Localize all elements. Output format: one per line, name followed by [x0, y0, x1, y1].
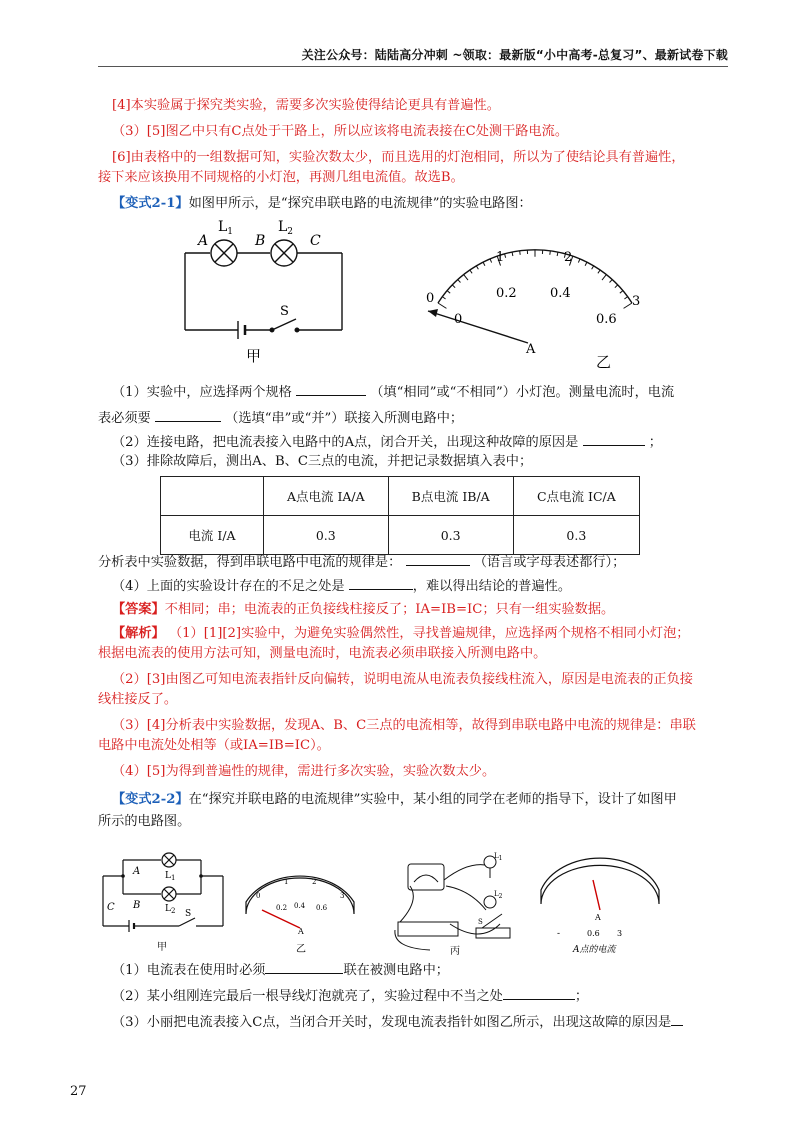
text-line: （3）[5]图乙中只有C点处于干路上，所以应该将电流表接在C处测干路电流。 [112, 124, 569, 139]
table-header-cell: A点电流 IA/A [264, 477, 389, 516]
answer-blank[interactable] [296, 382, 366, 396]
explanation-line: 线柱接反了。 [98, 692, 178, 707]
dial-tick [490, 259, 492, 263]
table-cell: 0.3 [513, 516, 639, 555]
data-table [160, 476, 640, 555]
text-line: [4]本实验属于探究类实验，需要多次实验使得结论更具有普遍性。 [112, 98, 500, 113]
table-cell: 0.3 [388, 516, 513, 555]
dial-tick [512, 252, 513, 256]
tick-label: 3 [340, 892, 345, 900]
dial-tick [598, 270, 600, 273]
figure-caption: A点的电流 [573, 945, 616, 955]
variant-text: 如图甲所示，是“探究串联电路的电流规律”的实验电路图： [188, 196, 532, 211]
dial-tick [592, 266, 594, 269]
dial-tick [442, 297, 445, 299]
text-line: 所示的电路图。 [98, 814, 191, 829]
dial-arc [438, 250, 632, 303]
dial-tick [624, 303, 632, 308]
dial-tick [624, 297, 627, 299]
tick-label: 0.4 [550, 286, 571, 301]
answer-blank[interactable] [155, 408, 221, 422]
label-point-a: A [133, 866, 141, 877]
unit-label: A [526, 342, 536, 357]
figure-parallel-circuit [95, 846, 240, 956]
ammeter-body [408, 864, 444, 890]
answer-blank[interactable] [583, 432, 645, 446]
answer-line: 【答案】不相同；串；电流表的正负接线柱接反了；IA=IB=IC；只有一组实验数据。 [112, 602, 615, 617]
variant-2-2-heading: 【变式2-2】在“探究并联电路的电流规律”实验中，某小组的同学在老师的指导下，设计了如图甲 [112, 792, 677, 807]
tick-label: 2 [312, 878, 317, 886]
explanation-line: （2）[3]由图乙可知电流表指针反向偏转，说明电流从电流表负接线柱流入，原因是电流表的正负接 [112, 672, 693, 687]
figure-caption: 甲 [246, 347, 262, 365]
table-row-label: 电流 I/A [161, 516, 264, 555]
question-4: （4）上面的实验设计存在的不足之处是 ，难以得出结论的普遍性。 [112, 576, 747, 597]
dial-tick [476, 266, 478, 269]
meter-pointer [262, 910, 300, 928]
label-switch: S [185, 909, 192, 919]
terminal-label: 0.6 [587, 929, 600, 938]
tick-label: 0.6 [596, 312, 617, 327]
answer-blank[interactable] [671, 1012, 683, 1026]
label-l2: $L_2$ [278, 219, 294, 237]
page-header: 关注公众号：陆陆高分冲刺 ~领取：最新版“小中高考-总复习”、最新试卷下载 [301, 48, 728, 62]
answer-blank[interactable] [349, 576, 413, 590]
dial-tick [458, 280, 461, 283]
table-header-cell: B点电流 IB/A [388, 477, 513, 516]
table-row [161, 516, 640, 555]
tick-label: 1 [496, 250, 505, 265]
figure-caption: 甲 [157, 942, 167, 953]
dial-tick [615, 285, 618, 288]
tick-label: 0.2 [496, 286, 517, 301]
explanation-line: （4）[5]为得到普遍性的规律，需进行多次实验，实验次数太少。 [112, 764, 496, 779]
tick-label: 0.4 [294, 902, 306, 910]
label-switch: S [478, 918, 483, 926]
battery-holder [398, 922, 458, 936]
label-l1: L1 [494, 852, 503, 862]
dial-tick [620, 291, 623, 294]
label-switch: S [280, 304, 289, 319]
figure-ammeter-reading [535, 850, 665, 956]
dial-tick [610, 280, 613, 283]
table-header-cell: C点电流 IC/A [513, 477, 639, 516]
dial-tick [550, 251, 551, 255]
part2-question-2: （2）某小组刚连完最后一根导线灯泡就亮了，实验过程中不当之处 ； [112, 986, 747, 1007]
part2-question-3: （3）小丽把电流表接入C点，当闭合开关时，发现电流表指针如图乙所示，出现这故障的原因是 [112, 1012, 747, 1033]
unit-label: A [298, 927, 304, 936]
label-point-a: A [198, 233, 209, 249]
tick-label: 0 [454, 312, 463, 327]
analysis-line: 分析表中实验数据，得到串联电路中电流的规律是： （语言或字母表述都行）； [98, 552, 733, 573]
dial-tick [505, 254, 506, 258]
dial-tick [452, 285, 455, 288]
label-l1: $L_1$ [218, 219, 234, 237]
dial-tick [578, 259, 580, 263]
tick-label: 0 [256, 892, 261, 900]
label-l2: $L_2$ [165, 904, 176, 915]
dial-tick [602, 275, 606, 280]
page-number: 27 [70, 1084, 87, 1099]
text-line: 接下来应该换用不同规格的小灯泡，再测几组电流值。故选B。 [98, 170, 464, 185]
question-3: （3）排除故障后，测出A、B、C三点的电流，并把记录数据填入表中； [112, 454, 533, 469]
explanation-line: 电路中电流处处相等（或IA=IB=IC）。 [98, 738, 330, 753]
table-header-cell [161, 477, 264, 516]
answer-blank[interactable] [503, 986, 575, 1000]
table-header-row [161, 477, 640, 516]
unit-label: A [595, 913, 601, 922]
answer-blank[interactable] [265, 960, 343, 974]
figure-series-circuit [180, 215, 360, 365]
label-point-b: B [133, 900, 141, 911]
variant-tag: 【变式2-1】 [112, 196, 189, 211]
explanation-line: 根据电流表的使用方法可知，测量电流时，电流表必须串联接入所测电路中。 [98, 646, 547, 661]
dial-tick [447, 291, 450, 294]
label-l1: $L_1$ [165, 871, 176, 882]
tick-label: 3 [632, 294, 641, 309]
pointer-tip [428, 309, 438, 317]
meter-face [541, 858, 659, 904]
label-l2: L2 [494, 890, 503, 900]
figure-caption: 丙 [450, 946, 460, 957]
tick-label: 2 [564, 250, 573, 265]
figure-ammeter-dial [420, 245, 650, 375]
variant-2-1-heading [112, 194, 747, 214]
table-cell: 0.3 [264, 516, 389, 555]
explanation-line: 【解析】 （1）[1][2]实验中，为避免实验偶然性，寻找普遍规律，应选择两个规格不相同小灯泡； [112, 626, 690, 641]
terminal-label: - [557, 929, 561, 939]
dial-tick [464, 275, 468, 280]
question-1: （1）实验中，应选择两个规格 （填“相同”或“不相同”）小灯泡。测量电流时，电流 [112, 382, 747, 403]
dial-tick [438, 303, 446, 308]
figure-ammeter-small [240, 862, 360, 956]
figure-physical-setup [390, 850, 520, 956]
tick-label: 0.2 [276, 904, 288, 912]
variant-tag: 【变式2-2】 [112, 792, 189, 807]
question-2: （2）连接电路，把电流表接入电路中的A点，闭合开关，出现这种故障的原因是 ； [112, 432, 747, 453]
label-point-b: B [255, 233, 266, 249]
label-point-c: C [310, 233, 321, 249]
meter-pointer [593, 880, 600, 910]
answer-blank[interactable] [406, 552, 470, 566]
part2-question-1: （1）电流表在使用时必须 联在被测电路中； [112, 960, 747, 981]
terminal-label: 3 [617, 929, 623, 938]
junction-dot [121, 874, 125, 878]
dial-tick [470, 270, 472, 273]
dial-tick [585, 262, 587, 266]
dial-tick [483, 262, 485, 266]
explanation-line: （3）[4]分析表中实验数据，发现A、B、C三点的电流相等，故得到串联电路中电流的规律是：串联 [112, 718, 696, 733]
figure-caption: 乙 [596, 353, 612, 371]
tick-label: 0.6 [316, 904, 328, 912]
dial-tick [557, 252, 558, 256]
dial-tick [520, 251, 521, 255]
tick-label: 1 [284, 878, 289, 886]
question-1-cont: 表必须要 （选填“串”或“并”）联接入所测电路中； [98, 408, 733, 429]
label-point-c: C [107, 902, 115, 913]
dial-pointer [428, 311, 528, 343]
junction-dot [199, 874, 203, 878]
figure-caption: 乙 [296, 944, 306, 955]
text-line: [6]由表格中的一组数据可知，实验次数太少，而且选用的灯泡相同，所以为了使结论具有普遍性， [112, 150, 685, 165]
header-rule [98, 66, 728, 67]
tick-label: 0 [426, 291, 435, 306]
